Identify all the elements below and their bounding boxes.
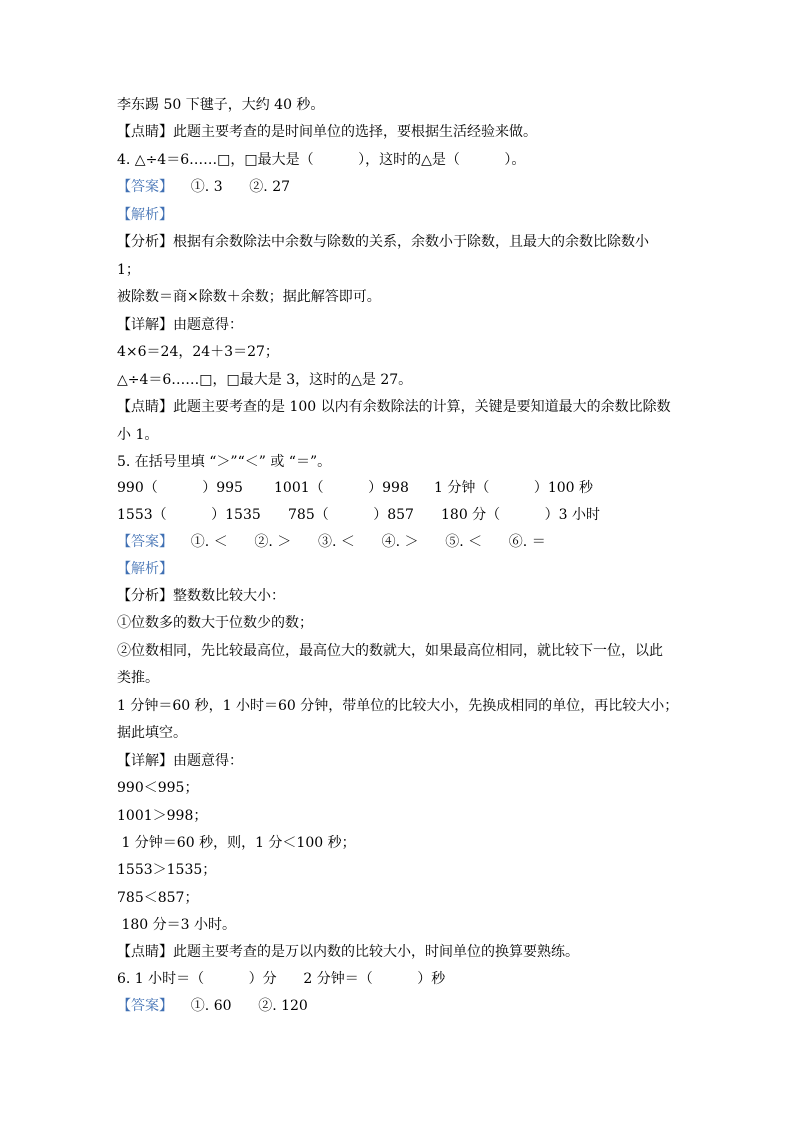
answer-line [117, 997, 308, 1015]
analysis-label: 【解析】 [117, 207, 173, 223]
text-line: △÷4＝6……□，□最大是 3，这时的△是 27。 [117, 372, 413, 388]
text-line: 1； [117, 262, 140, 278]
answer-line [117, 178, 290, 196]
text-line: 990＜995； [117, 780, 199, 796]
text-line: 类推。 [117, 670, 159, 686]
text-line: 1 分钟＝60 秒，则，1 分＜100 秒； [117, 835, 356, 851]
answer-label: 【答案】 [117, 998, 173, 1014]
compare-item: 1001（ ）998 [274, 480, 409, 496]
text-line: 据此填空。 [117, 725, 187, 741]
text-line: 1553＞1535； [117, 862, 217, 878]
answer-values: ①. ＜ ②. ＞ ③. ＜ ④. ＞ ⑤. ＜ ⑥. ＝ [173, 534, 546, 550]
text-line: 【详解】由题意得： [117, 753, 243, 769]
question-4: 4. △÷4＝6……□，□最大是（ ），这时的△是（ ）。 [117, 152, 526, 168]
answer-line [117, 533, 546, 551]
answer-values: ①. 3 ②. 27 [173, 179, 291, 195]
text-line: 785＜857； [117, 890, 199, 906]
analysis-label: 【解析】 [117, 561, 173, 577]
answer-values: ①. 60 ②. 120 [173, 998, 308, 1014]
text-line: 1001＞998； [117, 808, 208, 824]
text-line: 1 分钟＝60 秒，1 小时＝60 分钟，带单位的比较大小，先换成相同的单位，再比较大小； [117, 698, 679, 714]
text-line: 【详解】由题意得： [117, 317, 243, 333]
text-line: 被除数＝商×除数＋余数；据此解答即可。 [117, 289, 381, 305]
text-line: 【分析】根据有余数除法中余数与除数的关系，余数小于除数，且最大的余数比除数小 [117, 234, 649, 250]
question-5: 5. 在括号里填 “＞”“＜” 或 “＝”。 [117, 454, 332, 470]
compare-item: 1 分钟（ ）100 秒 [434, 480, 594, 496]
text-line: ①位数多的数大于位数少的数； [117, 615, 313, 631]
compare-item: 180 分（ ）3 小时 [441, 507, 601, 523]
compare-item: 990（ ）995 [117, 480, 243, 496]
compare-item: 1553（ ）1535 [117, 507, 261, 523]
text-line: 【分析】整数数比较大小： [117, 588, 285, 604]
text-line: 180 分＝3 小时。 [117, 917, 236, 933]
text-line: ②位数相同，先比较最高位，最高位大的数就大，如果最高位相同，就比较下一位，以此 [117, 643, 663, 659]
question-6: 6. 1 小时＝（ ）分 2 分钟＝（ ）秒 [117, 971, 446, 987]
answer-label: 【答案】 [117, 179, 173, 195]
text-line: 4×6＝24，24＋3＝27； [117, 344, 279, 360]
compare-row-2 [117, 506, 677, 524]
compare-row-1 [117, 479, 677, 497]
text-line: 【点睛】此题主要考查的是 100 以内有余数除法的计算，关键是要知道最大的余数比除数 [117, 399, 671, 415]
text-line: 小 1。 [117, 427, 159, 443]
compare-item: 785（ ）857 [288, 507, 414, 523]
text-line: 【点睛】此题主要考查的是时间单位的选择，要根据生活经验来做。 [117, 124, 537, 140]
answer-label: 【答案】 [117, 534, 173, 550]
text-line: 【点睛】此题主要考查的是万以内数的比较大小，时间单位的换算要熟练。 [117, 944, 579, 960]
text-line: 李东踢 50 下毽子，大约 40 秒。 [117, 97, 325, 113]
